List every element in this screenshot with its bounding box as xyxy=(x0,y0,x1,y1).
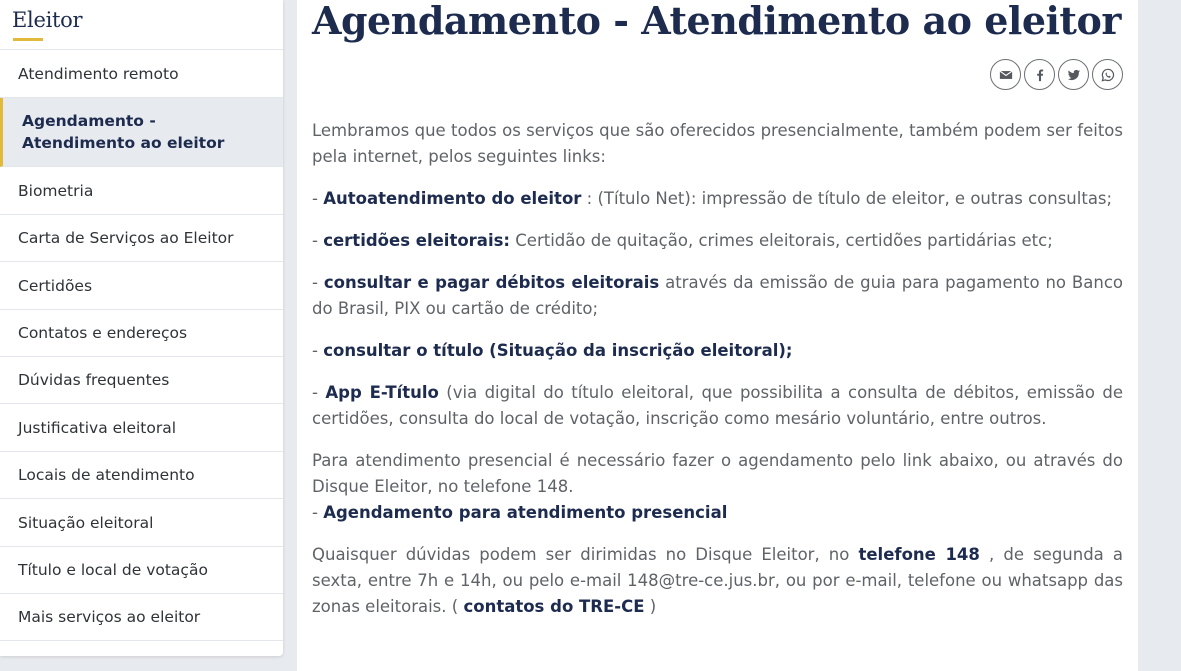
duvidas-text: Quaisquer dúvidas podem ser dirimidas no Disque Eleitor, no xyxy=(312,545,859,564)
sidebar-item-label: Contatos e endereços xyxy=(18,324,188,342)
link-item-debitos xyxy=(312,270,1123,322)
facebook-icon xyxy=(1033,68,1047,82)
twitter-icon xyxy=(1067,68,1081,82)
sidebar-item-titulo-local[interactable] xyxy=(0,547,283,594)
whatsapp-icon xyxy=(1101,68,1115,82)
share-whatsapp-button[interactable] xyxy=(1092,59,1123,90)
link-item-certidoes xyxy=(312,228,1123,254)
sidebar-item-duvidas[interactable] xyxy=(0,357,283,404)
sidebar-item-label: Dúvidas frequentes xyxy=(18,371,170,389)
sidebar-item-biometria[interactable] xyxy=(0,167,283,215)
duvidas-text: ) xyxy=(644,597,657,616)
sidebar-title-underline xyxy=(13,38,43,41)
link-description: : (Título Net): impressão de título de eleitor, e outras consultas; xyxy=(581,189,1113,208)
link-description: através da emissão de guia para pagamento no Banco do Brasil, PIX ou cartão de crédito; xyxy=(312,273,1123,318)
sidebar-item-carta-de-servicos[interactable] xyxy=(0,215,283,262)
link-description: (via digital do título eleitoral, que possibilita a consulta de débitos, emissão de certidões, consulta do local de votação, inscrição como mesário voluntário, entre outros. xyxy=(312,383,1123,428)
sidebar-item-atendimento-remoto[interactable] xyxy=(0,50,283,98)
certidoes-eleitorais-link[interactable]: certidões eleitorais: xyxy=(323,231,511,250)
share-facebook-button[interactable] xyxy=(1024,59,1055,90)
sidebar-item-agendamento[interactable] xyxy=(0,98,283,167)
sidebar-item-locais[interactable] xyxy=(0,452,283,499)
sidebar-header xyxy=(0,0,283,50)
list-prefix: - xyxy=(312,189,324,208)
intro-paragraph: Lembramos que todos os serviços que são oferecidos presencialmente, também podem ser feitos pela internet, pelos seguintes links: xyxy=(312,121,1123,166)
link-item-autoatendimento xyxy=(312,186,1123,212)
duvidas-paragraph xyxy=(312,542,1123,620)
list-prefix: - xyxy=(312,383,326,402)
sidebar-item-label: Biometria xyxy=(18,181,94,200)
share-twitter-button[interactable] xyxy=(1058,59,1089,90)
article-body xyxy=(312,118,1123,620)
sidebar-item-label: Mais serviços ao eleitor xyxy=(18,608,201,626)
consultar-titulo-link[interactable]: consultar o título (Situação da inscrição eleitoral); xyxy=(323,341,793,360)
share-bar xyxy=(990,59,1123,90)
sidebar xyxy=(0,0,283,656)
page-title: Agendamento - Atendimento ao eleitor xyxy=(312,0,1121,43)
duvidas-text: , de segunda a sexta, entre 7h e 14h, ou pelo e-mail 148@tre-ce.jus.br, ou por e-mail, telefone ou whatsapp das zonas eleitorais. ( xyxy=(312,545,1124,616)
link-item-app-etitulo xyxy=(312,380,1123,432)
sidebar-item-label: Certidões xyxy=(18,276,93,295)
share-email-button[interactable] xyxy=(990,59,1021,90)
app-etitulo-link[interactable]: App E-Título xyxy=(325,383,439,402)
sidebar-item-mais-servicos[interactable] xyxy=(0,594,283,641)
autoatendimento-link[interactable]: Autoatendimento do eleitor xyxy=(323,189,582,208)
agendamento-presencial-link[interactable]: Agendamento para atendimento presencial xyxy=(323,503,728,522)
sidebar-item-situacao[interactable] xyxy=(0,499,283,547)
link-description: Certidão de quitação, crimes eleitorais, certidões partidárias etc; xyxy=(510,231,1053,250)
main-content xyxy=(297,0,1138,671)
sidebar-item-label: Justificativa eleitoral xyxy=(18,418,177,437)
sidebar-item-label: Título e local de votação xyxy=(18,561,208,579)
consultar-pagar-debitos-link[interactable]: consultar e pagar débitos eleitorais xyxy=(323,273,660,292)
presencial-text: Para atendimento presencial é necessário fazer o agendamento pelo link abaixo, ou através do Disque Eleitor, no telefone 148. xyxy=(312,451,1123,496)
sidebar-item-label: Carta de Serviços ao Eleitor xyxy=(18,229,234,247)
telefone-148: telefone 148 xyxy=(858,545,980,564)
link-item-consultar-titulo xyxy=(312,338,1123,364)
list-prefix: - xyxy=(312,231,324,250)
presencial-paragraph xyxy=(312,448,1123,526)
list-prefix: - xyxy=(312,341,324,360)
sidebar-item-justificativa[interactable] xyxy=(0,404,283,452)
sidebar-item-label: Situação eleitoral xyxy=(18,513,154,532)
sidebar-item-label: Agendamento - Atendimento ao eleitor xyxy=(22,112,225,152)
sidebar-item-contatos[interactable] xyxy=(0,310,283,357)
sidebar-title: Eleitor xyxy=(12,8,83,32)
sidebar-item-label: Locais de atendimento xyxy=(18,466,195,484)
sidebar-item-certidoes[interactable] xyxy=(0,262,283,310)
list-prefix: - xyxy=(312,273,324,292)
envelope-icon xyxy=(999,68,1013,82)
contatos-tre-ce-link[interactable]: contatos do TRE-CE xyxy=(463,597,645,616)
sidebar-item-label: Atendimento remoto xyxy=(18,64,179,83)
list-prefix: - xyxy=(312,503,324,522)
